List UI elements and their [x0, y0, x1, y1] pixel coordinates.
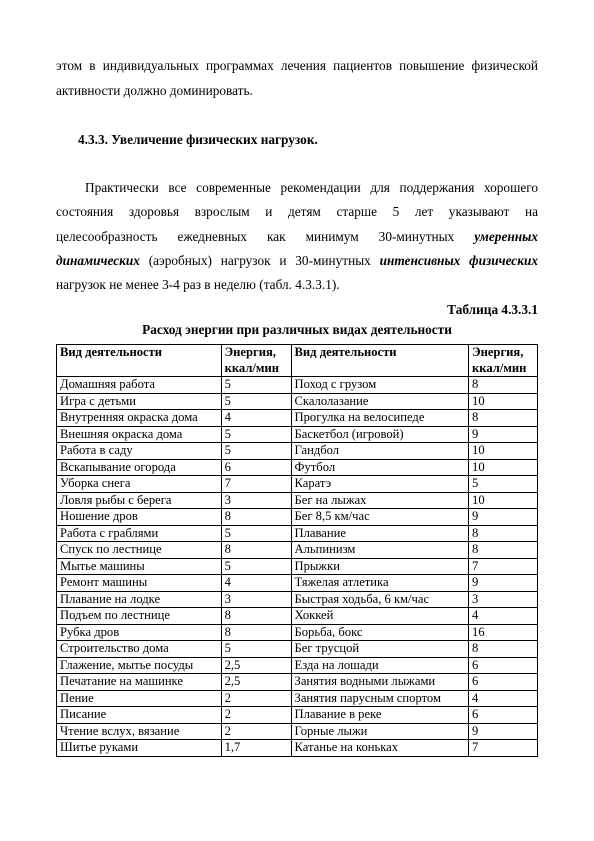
activity-cell: Подъем по лестнице [57, 608, 222, 625]
activity-cell: Плавание [291, 525, 469, 542]
activity-cell: Занятия парусным спортом [291, 690, 469, 707]
activity-cell: Ношение дров [57, 509, 222, 526]
activity-cell: Тяжелая атлетика [291, 575, 469, 592]
activity-cell: Уборка снега [57, 476, 222, 493]
energy-cell: 5 [221, 443, 291, 460]
paragraph-line: этом в индивидуальных программах лечения пациентов повышение физической [56, 58, 538, 73]
activity-cell: Футбол [291, 459, 469, 476]
table-row [57, 624, 538, 641]
energy-cell: 9 [469, 575, 538, 592]
energy-cell: 5 [221, 393, 291, 410]
energy-cell: 2,5 [221, 674, 291, 691]
energy-cell: 2 [221, 723, 291, 740]
activity-cell: Мытье машины [57, 558, 222, 575]
table-row [57, 608, 538, 625]
energy-cell: 8 [221, 608, 291, 625]
energy-cell: 10 [469, 492, 538, 509]
activity-cell: Печатание на машинке [57, 674, 222, 691]
activity-cell: Бег 8,5 км/час [291, 509, 469, 526]
table-row [57, 674, 538, 691]
energy-cell: 8 [221, 509, 291, 526]
activity-cell: Работа с граблями [57, 525, 222, 542]
energy-cell: 5 [221, 377, 291, 394]
table-row [57, 377, 538, 394]
energy-cell: 5 [221, 426, 291, 443]
activity-cell: Гандбол [291, 443, 469, 460]
activity-cell: Плавание на лодке [57, 591, 222, 608]
table-row [57, 740, 538, 757]
paragraph-line: активности должно доминировать. [56, 83, 253, 98]
energy-cell: 4 [221, 410, 291, 427]
energy-cell: 5 [221, 641, 291, 658]
activity-cell: Прогулка на велосипеде [291, 410, 469, 427]
energy-cell: 8 [469, 525, 538, 542]
table-body [57, 377, 538, 757]
table-row [57, 476, 538, 493]
activity-cell: Езда на лошади [291, 657, 469, 674]
table-row [57, 492, 538, 509]
energy-cell: 8 [221, 624, 291, 641]
paragraph-line: нагрузок не менее 3-4 раз в неделю (табл. 4.3.3.1). [56, 277, 340, 292]
section-heading: 4.3.3. Увеличение физических нагрузок. [78, 132, 318, 147]
paragraph-line [56, 225, 538, 249]
activity-cell: Бег на лыжах [291, 492, 469, 509]
activity-cell: Плавание в реке [291, 707, 469, 724]
activity-cell: Хоккей [291, 608, 469, 625]
energy-cell: 4 [469, 690, 538, 707]
activity-cell: Баскетбол (игровой) [291, 426, 469, 443]
energy-cell: 4 [221, 575, 291, 592]
table-row [57, 509, 538, 526]
energy-cell: 6 [469, 674, 538, 691]
text-run: целесообразность ежедневных как минимум 30-минутных [56, 229, 475, 244]
activity-cell: Ловля рыбы с берега [57, 492, 222, 509]
table-row [57, 591, 538, 608]
table-row [57, 657, 538, 674]
table-row [57, 525, 538, 542]
energy-cell: 1,7 [221, 740, 291, 757]
energy-cell: 9 [469, 426, 538, 443]
activity-cell: Строительство дома [57, 641, 222, 658]
table-row [57, 690, 538, 707]
paragraph-line: Практически все современные рекомендации для поддержания хорошего [85, 180, 538, 195]
activity-cell: Домашняя работа [57, 377, 222, 394]
table-header-row [57, 345, 538, 377]
activity-cell: Прыжки [291, 558, 469, 575]
column-header: Вид деятельности [57, 345, 222, 377]
activity-cell: Вскапывание огорода [57, 459, 222, 476]
energy-cell: 6 [221, 459, 291, 476]
energy-cell: 7 [469, 558, 538, 575]
activity-cell: Скалолазание [291, 393, 469, 410]
energy-cell: 10 [469, 443, 538, 460]
paragraph-line [56, 249, 538, 273]
energy-cell: 16 [469, 624, 538, 641]
energy-cell: 8 [469, 641, 538, 658]
energy-table [56, 344, 538, 757]
energy-cell: 5 [221, 558, 291, 575]
table-row [57, 443, 538, 460]
emphasis-text: динамических [56, 253, 140, 268]
activity-cell: Ремонт машины [57, 575, 222, 592]
activity-cell: Занятия водными лыжами [291, 674, 469, 691]
energy-cell: 2,5 [221, 657, 291, 674]
energy-cell: 2 [221, 690, 291, 707]
table-row [57, 723, 538, 740]
energy-cell: 5 [221, 525, 291, 542]
column-header: Вид деятельности [291, 345, 469, 377]
activity-cell: Игра с детьми [57, 393, 222, 410]
activity-cell: Шитье руками [57, 740, 222, 757]
activity-cell: Катанье на коньках [291, 740, 469, 757]
energy-cell: 5 [469, 476, 538, 493]
table-row [57, 641, 538, 658]
activity-cell: Горные лыжи [291, 723, 469, 740]
activity-cell: Чтение вслух, вязание [57, 723, 222, 740]
energy-cell: 8 [221, 542, 291, 559]
energy-cell: 7 [469, 740, 538, 757]
text-run: (аэробных) нагрузок и 30-минутных [139, 253, 380, 268]
column-header: Энергия, ккал/мин [469, 345, 538, 377]
activity-cell: Работа в саду [57, 443, 222, 460]
energy-cell: 8 [469, 410, 538, 427]
energy-cell: 3 [469, 591, 538, 608]
energy-cell: 10 [469, 459, 538, 476]
energy-cell: 8 [469, 377, 538, 394]
table-row [57, 558, 538, 575]
table-number: Таблица 4.3.3.1 [447, 302, 538, 317]
emphasis-text: умеренных [474, 229, 538, 244]
activity-cell: Каратэ [291, 476, 469, 493]
activity-cell: Борьба, бокс [291, 624, 469, 641]
energy-cell: 4 [469, 608, 538, 625]
activity-cell: Альпинизм [291, 542, 469, 559]
table-row [57, 393, 538, 410]
activity-cell: Поход с грузом [291, 377, 469, 394]
energy-cell: 6 [469, 707, 538, 724]
activity-cell: Рубка дров [57, 624, 222, 641]
energy-cell: 6 [469, 657, 538, 674]
table-row [57, 410, 538, 427]
energy-cell: 2 [221, 707, 291, 724]
energy-cell: 8 [469, 542, 538, 559]
table-row [57, 459, 538, 476]
activity-cell: Бег трусцой [291, 641, 469, 658]
table-title: Расход энергии при различных видах деятельности [142, 322, 452, 337]
paragraph-line: состояния здоровья взрослым и детям старше 5 лет указывают на [56, 204, 538, 219]
activity-cell: Глажение, мытье посуды [57, 657, 222, 674]
energy-cell: 10 [469, 393, 538, 410]
table-row [57, 575, 538, 592]
energy-cell: 3 [221, 591, 291, 608]
table-row [57, 542, 538, 559]
column-header: Энергия, ккал/мин [221, 345, 291, 377]
energy-cell: 9 [469, 509, 538, 526]
emphasis-text: интенсивных физических [379, 253, 538, 268]
table-row [57, 426, 538, 443]
activity-cell: Внутренняя окраска дома [57, 410, 222, 427]
activity-cell: Пение [57, 690, 222, 707]
table-row [57, 707, 538, 724]
activity-cell: Писание [57, 707, 222, 724]
energy-cell: 7 [221, 476, 291, 493]
activity-cell: Спуск по лестнице [57, 542, 222, 559]
activity-cell: Внешняя окраска дома [57, 426, 222, 443]
energy-cell: 3 [221, 492, 291, 509]
activity-cell: Быстрая ходьба, 6 км/час [291, 591, 469, 608]
energy-cell: 9 [469, 723, 538, 740]
